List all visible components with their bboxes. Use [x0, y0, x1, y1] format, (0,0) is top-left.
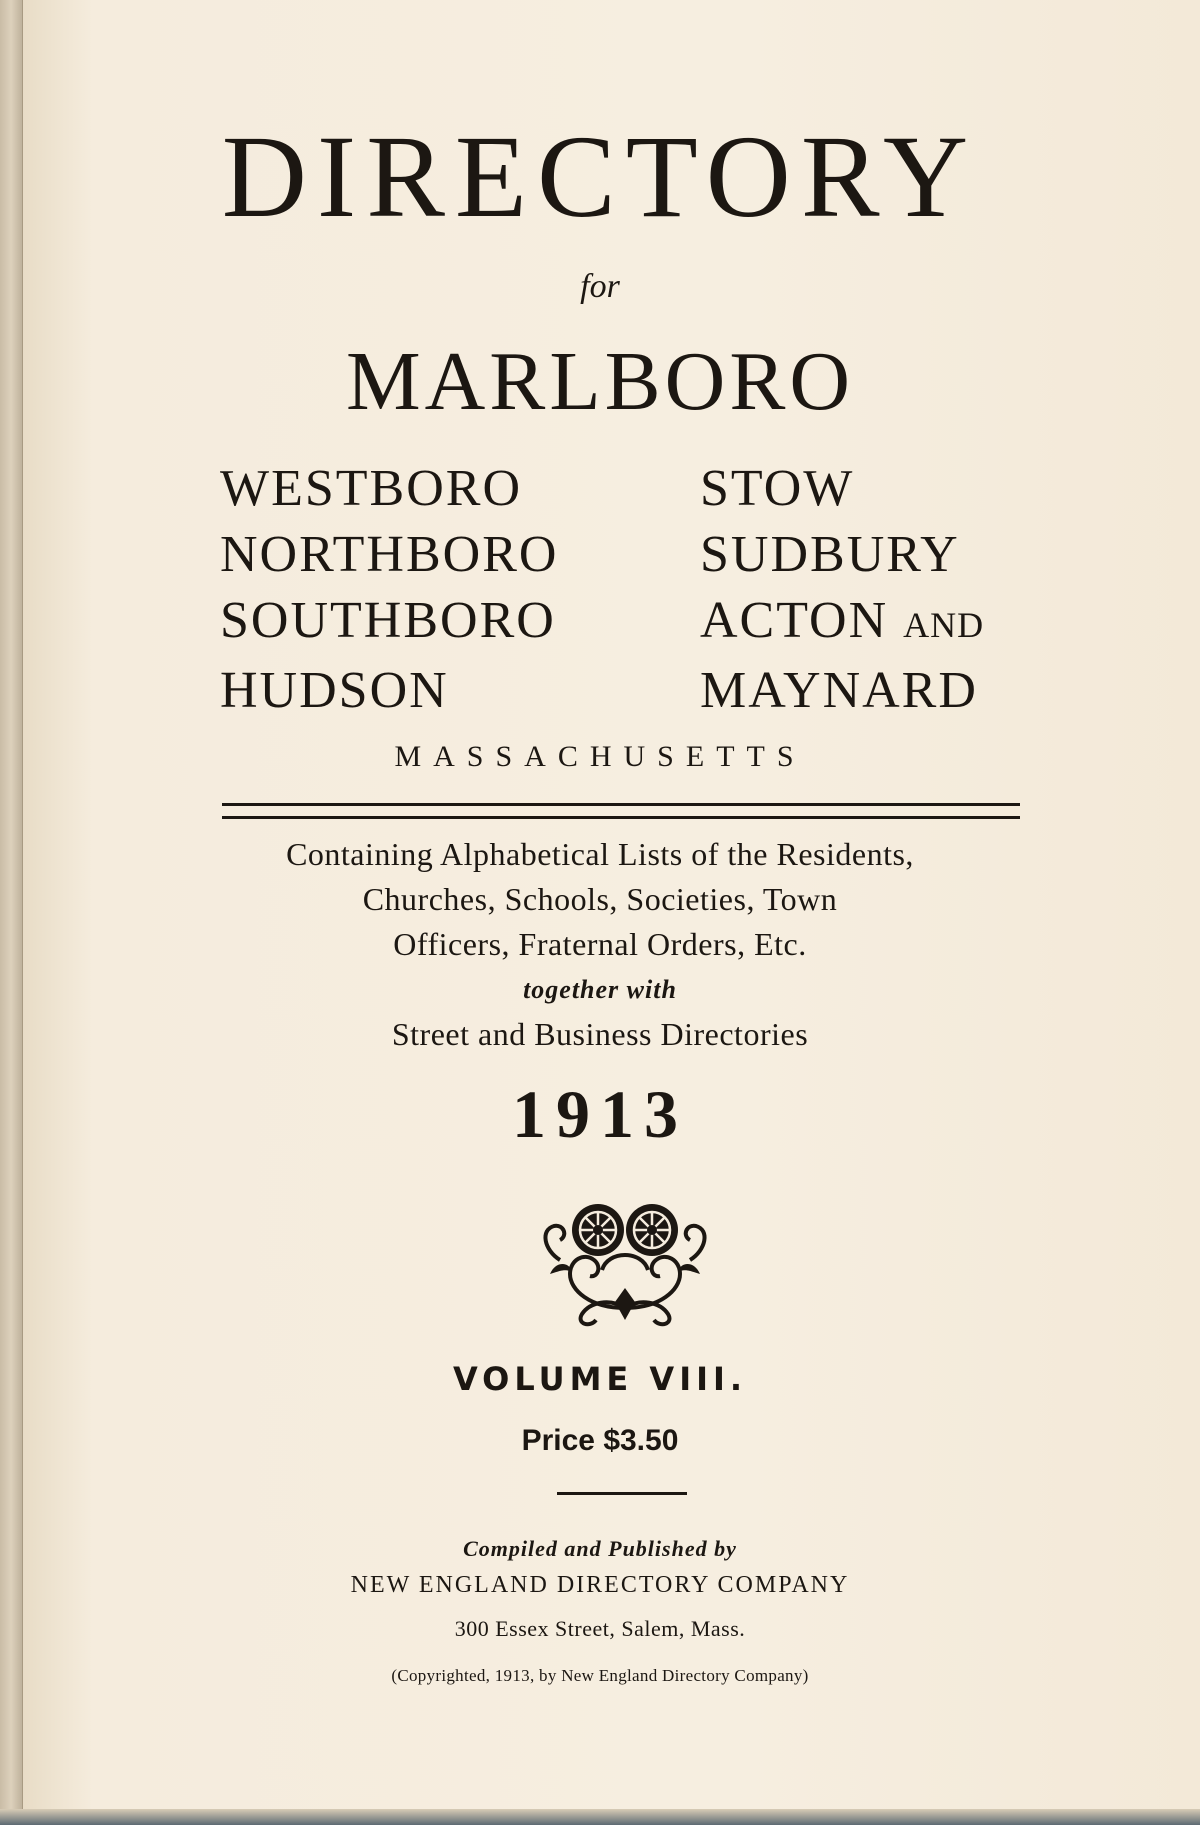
and-word: AND	[903, 605, 985, 645]
price-label: Price $3.50	[521, 1424, 679, 1457]
towns-list	[220, 458, 1040, 722]
year: 1913	[512, 1076, 688, 1152]
town-left-2: NORTHBORO	[220, 526, 559, 583]
town-right-3-line	[700, 590, 1040, 656]
copyright-notice: (Copyrighted, 1913, by New England Directory Company)	[391, 1666, 809, 1685]
double-rule-divider	[222, 803, 1020, 819]
page-bottom-edge	[0, 1809, 1200, 1825]
publisher-address: 300 Essex Street, Salem, Mass.	[454, 1616, 746, 1641]
page-title: DIRECTORY	[221, 111, 979, 242]
town-right-2: SUDBURY	[700, 526, 960, 583]
for-word: for	[580, 268, 620, 305]
town-right-3: ACTON	[700, 592, 889, 649]
contents-line-1: Containing Alphabetical Lists of the Residents,	[286, 836, 914, 872]
contents-description	[0, 832, 1200, 1057]
floral-scroll-ornament-icon	[530, 1190, 720, 1330]
town-left-4: HUDSON	[220, 662, 449, 719]
state-name: MASSACHUSETTS	[394, 740, 806, 773]
publisher-name: NEW ENGLAND DIRECTORY COMPANY	[350, 1572, 850, 1598]
town-right-1: STOW	[700, 460, 855, 517]
contents-line-3: Officers, Fraternal Orders, Etc.	[393, 926, 807, 962]
town-left-1: WESTBORO	[220, 460, 522, 517]
volume-label: VOLUME VIII.	[452, 1360, 748, 1398]
contents-line-4: Street and Business Directories	[391, 1016, 809, 1052]
contents-line-2: Churches, Schools, Societies, Town	[362, 881, 838, 917]
town-left-3: SOUTHBORO	[220, 592, 556, 649]
short-rule-divider	[557, 1492, 687, 1495]
main-town-heading: MARLBORO	[345, 335, 855, 428]
town-right-4: MAYNARD	[700, 662, 978, 719]
together-with: together with	[523, 975, 677, 1004]
compiled-by: Compiled and Published by	[463, 1536, 737, 1561]
